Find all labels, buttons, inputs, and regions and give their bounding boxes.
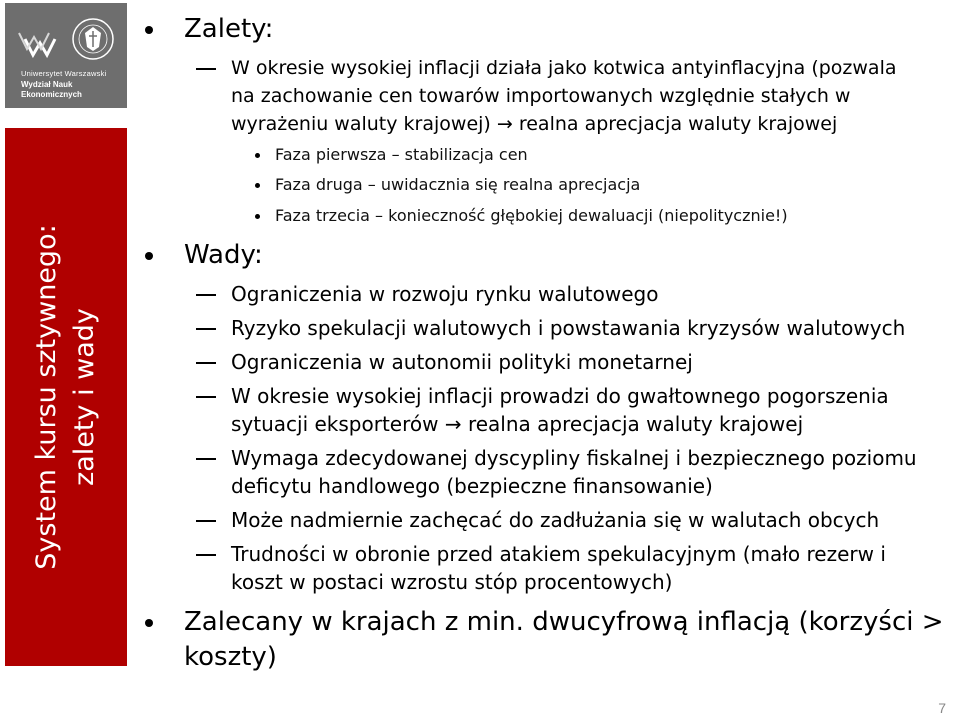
logo-faculty-line2: Ekonomicznych xyxy=(21,90,82,99)
dash-bullet-icon xyxy=(196,294,216,296)
wady-item-text: Ograniczenia w rozwoju rynku walutowego xyxy=(231,282,659,306)
dash-bullet-icon xyxy=(196,68,216,70)
bullet-icon xyxy=(255,214,260,219)
wady-item-line2-after: realna aprecjacja waluty krajowej xyxy=(461,412,804,436)
sidebar-title-panel xyxy=(5,128,127,666)
university-logo xyxy=(5,3,127,108)
bullet-icon xyxy=(255,183,260,188)
logo-emblem-icon xyxy=(5,3,127,68)
wady-item-line2-before: sytuacji eksporterów xyxy=(231,412,445,436)
wady-item-text: W okresie wysokiej inflacji prowadzi do gwałtownego pogorszenia xyxy=(231,384,889,408)
slide-title-line1: System kursu sztywnego: xyxy=(31,224,62,570)
phase-item-text: Faza pierwsza – stabilizacja cen xyxy=(275,145,528,164)
zalety-point-line2: na zachowanie cen towarów importowanych względnie stałych w xyxy=(231,85,851,107)
wady-item-text-line2: deficytu handlowego (bezpieczne finansowanie) xyxy=(231,474,713,498)
wady-item-text: Wymaga zdecydowanej dyscypliny fiskalnej i bezpiecznego poziomu xyxy=(231,446,917,470)
bullet-icon xyxy=(255,153,260,158)
dash-bullet-icon xyxy=(196,328,216,330)
bullet-icon xyxy=(145,619,153,627)
wady-item-text: Ryzyko spekulacji walutowych i powstawania kryzysów walutowych xyxy=(231,316,906,340)
slide-title-line2: zalety i wady xyxy=(69,308,100,486)
zalecany-line1: Zalecany w krajach z min. dwucyfrową inflacją (korzyści > xyxy=(184,607,944,637)
wady-heading-text: Wady: xyxy=(184,240,263,270)
logo-university-name: Uniwersytet Warszawski xyxy=(21,69,107,78)
bullet-icon xyxy=(145,252,153,260)
dash-bullet-icon xyxy=(196,458,216,460)
wady-item-text-line2 xyxy=(231,410,951,439)
zalety-point-line3-after: realna aprecjacja waluty krajowej xyxy=(512,113,838,135)
page-number: 7 xyxy=(938,700,946,716)
slide-title xyxy=(28,137,104,657)
dash-bullet-icon xyxy=(196,520,216,522)
bullet-icon xyxy=(145,26,153,34)
logo-faculty-line1: Wydział Nauk xyxy=(21,80,73,89)
zalety-heading-text: Zalety: xyxy=(184,14,274,44)
wady-item-text-line2: koszt w postaci wzrostu stóp procentowych) xyxy=(231,570,673,594)
zalety-point-line1: W okresie wysokiej inflacji działa jako kotwica antyinflacyjna (pozwala xyxy=(231,57,897,79)
dash-bullet-icon xyxy=(196,396,216,398)
zalety-point-line3-before: wyrażeniu waluty krajowej) xyxy=(231,113,497,135)
dash-bullet-icon xyxy=(196,362,216,364)
right-arrow-icon: → xyxy=(444,412,462,436)
phase-item-text: Faza druga – uwidacznia się realna aprecjacja xyxy=(275,175,641,194)
slide-content xyxy=(140,0,960,722)
phase-item-text: Faza trzecia – konieczność głębokiej dewaluacji (niepolitycznie!) xyxy=(275,206,788,225)
dash-bullet-icon xyxy=(196,554,216,556)
wady-item-text: Ograniczenia w autonomii polityki monetarnej xyxy=(231,350,693,374)
right-arrow-icon: → xyxy=(496,113,513,135)
zalety-point-line3 xyxy=(231,110,951,139)
wady-item-text: Może nadmiernie zachęcać do zadłużania się w walutach obcych xyxy=(231,508,880,532)
zalecany-line2: koszty) xyxy=(184,642,277,672)
wady-item-text: Trudności w obronie przed atakiem spekulacyjnym (mało rezerw i xyxy=(231,542,886,566)
